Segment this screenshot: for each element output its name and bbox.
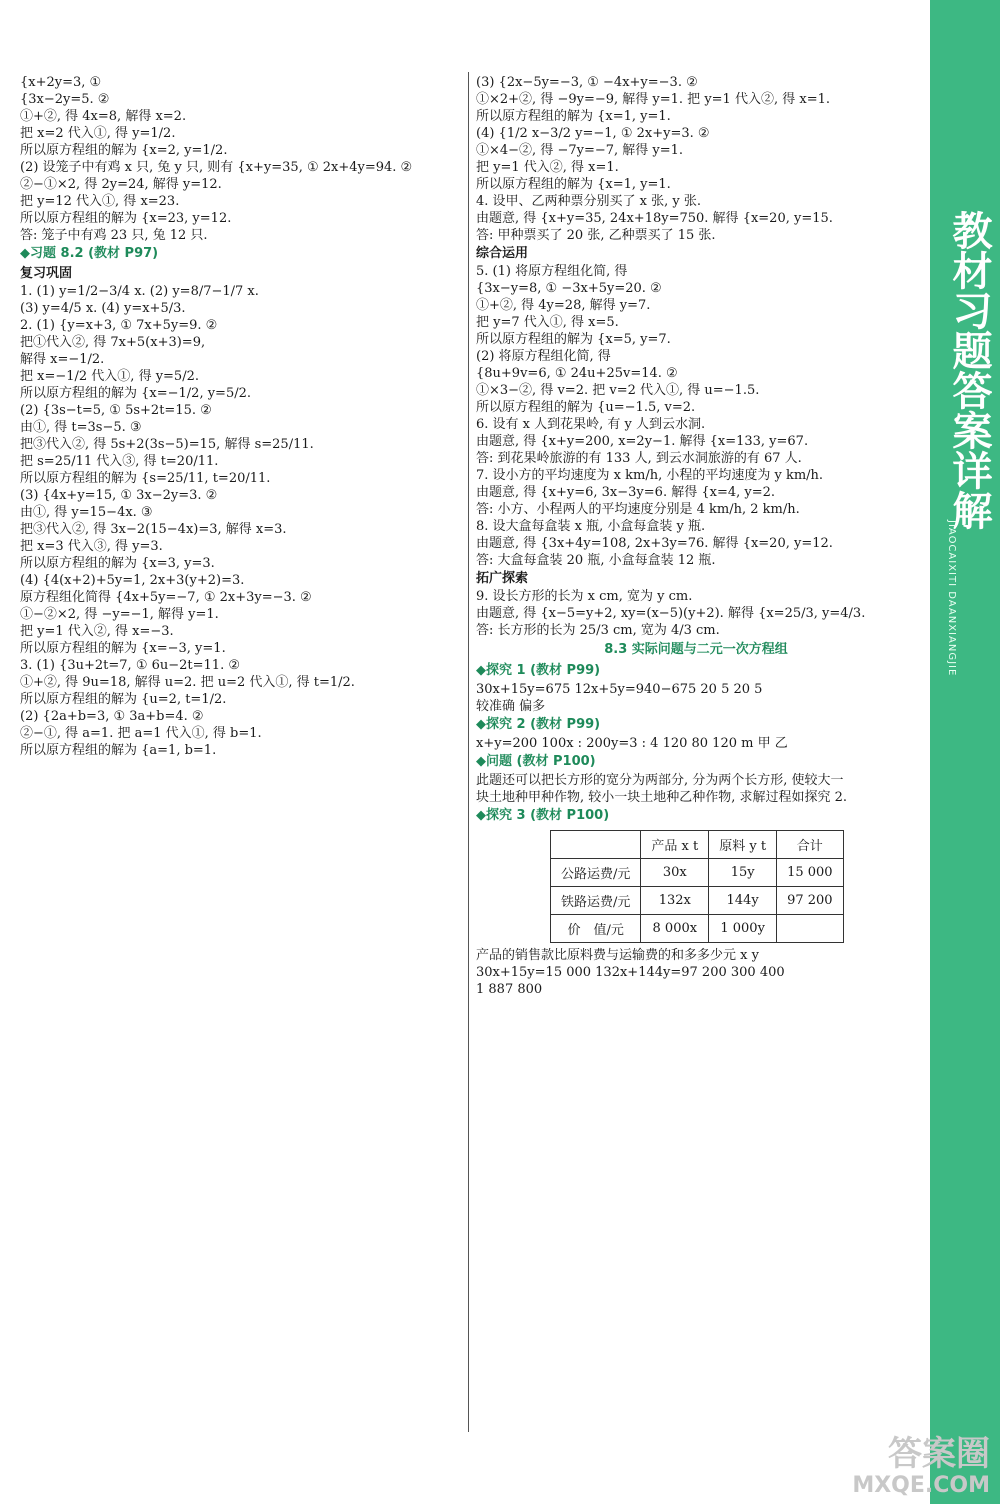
text-line: 所以原方程组的解为 {x=1, y=1.	[476, 109, 671, 124]
text-line: ◆探究 2 (教材 P99)	[476, 717, 601, 732]
table-cell: 30x	[641, 859, 709, 887]
text-line: 7. 设小方的平均速度为 x km/h, 小程的平均速度为 y km/h.	[476, 468, 824, 483]
text-line: 由题意, 得 {x−5=y+2, xy=(x−5)(y+2). 解得 {x=25/3, y=4/3.	[476, 606, 866, 621]
text-line: 复习巩固	[20, 266, 73, 281]
text-line: ①−②×2, 得 −y=−1, 解得 y=1.	[20, 607, 219, 622]
text-line: 解得 x=−1/2.	[20, 352, 105, 367]
text-line: ◆探究 1 (教材 P99)	[476, 663, 601, 678]
table-cell: 15y	[709, 859, 777, 887]
text-line: 5. (1) 将原方程组化简, 得	[476, 264, 628, 279]
text-line: 3. (1) {3u+2t=7, ① 6u−2t=11. ②	[20, 658, 240, 673]
text-line: 答: 小方、小程两人的平均速度分别是 4 km/h, 2 km/h.	[476, 502, 800, 517]
text-line: {8u+9v=6, ① 24u+25v=14. ②	[476, 366, 678, 381]
text-line: 把 x=2 代入①, 得 y=1/2.	[20, 126, 176, 141]
text-line: 答: 长方形的长为 25/3 cm, 宽为 4/3 cm.	[476, 623, 720, 638]
text-line: {3x−2y=5. ②	[20, 92, 110, 107]
text-line: 拓广探索	[476, 571, 529, 586]
text-line: 所以原方程组的解为 {x=−1/2, y=5/2.	[20, 386, 251, 401]
table-cell: 1 000y	[709, 915, 777, 943]
text-line: 30x+15y=15 000 132x+144y=97 200 300 400	[476, 965, 785, 980]
text-line: 所以原方程组的解为 {a=1, b=1.	[20, 743, 217, 758]
text-line: 把 y=1 代入②, 得 x=1.	[476, 160, 619, 175]
text-line: (2) {2a+b=3, ① 3a+b=4. ②	[20, 709, 204, 724]
text-line: (4) {4(x+2)+5y=1, 2x+3(y+2)=3.	[20, 573, 245, 588]
text-line: 所以原方程组的解为 {x=23, y=12.	[20, 211, 232, 226]
right-top-block	[476, 74, 916, 826]
sidebar-pinyin: JIAOCAIXITI DAANXIANGJIE	[946, 520, 957, 677]
text-line: 把 x=−1/2 代入①, 得 y=5/2.	[20, 369, 199, 384]
table-row	[551, 859, 844, 887]
text-line: 把 y=12 代入①, 得 x=23.	[20, 194, 180, 209]
text-line: 综合运用	[476, 246, 529, 261]
text-line: 答: 甲种票买了 20 张, 乙种票买了 15 张.	[476, 228, 716, 243]
text-line: ①×4−②, 得 −7y=−7, 解得 y=1.	[476, 143, 684, 158]
right-bottom-block	[476, 947, 916, 998]
right-column	[476, 74, 916, 998]
text-line: 4. 设甲、乙两种票分别买了 x 张, y 张.	[476, 194, 702, 209]
text-line: ◆探究 3 (教材 P100)	[476, 808, 610, 823]
sidebar-title: 教材习题答案详解	[946, 210, 992, 530]
text-line: ①+②, 得 4x=8, 解得 x=2.	[20, 109, 187, 124]
text-line: (2) 设笼子中有鸡 x 只, 兔 y 只, 则有 {x+y=35, ① 2x+4y=94. ②	[20, 160, 413, 175]
table-header-cell: 原料 y t	[709, 831, 777, 859]
cost-table	[550, 830, 844, 943]
text-line: ◆习题 8.2 (教材 P97)	[20, 246, 159, 261]
text-line: 所以原方程组的解为 {x=−3, y=1.	[20, 641, 226, 656]
text-line: ②−①, 得 a=1. 把 a=1 代入①, 得 b=1.	[20, 726, 262, 741]
text-line: (2) {3s−t=5, ① 5s+2t=15. ②	[20, 403, 212, 418]
text-line: 所以原方程组的解为 {u=−1.5, v=2.	[476, 400, 696, 415]
text-line: 由题意, 得 {x+y=200, x=2y−1. 解得 {x=133, y=67.	[476, 434, 809, 449]
chapter-sidebar	[930, 0, 1000, 1504]
text-line: 原方程组化简得 {4x+5y=−7, ① 2x+3y=−3. ②	[20, 590, 312, 605]
text-line: 答: 到花果岭旅游的有 133 人, 到云水洞旅游的有 67 人.	[476, 451, 802, 466]
text-line: {3x−y=8, ① −3x+5y=20. ②	[476, 281, 662, 296]
text-line: ①×2+②, 得 −9y=−9, 解得 y=1. 把 y=1 代入②, 得 x=1.	[476, 92, 830, 107]
text-line: 把 y=1 代入②, 得 x=−3.	[20, 624, 174, 639]
watermark	[852, 1434, 990, 1498]
text-line: ①+②, 得 9u=18, 解得 u=2. 把 u=2 代入①, 得 t=1/2.	[20, 675, 355, 690]
text-line: 2. (1) {y=x+3, ① 7x+5y=9. ②	[20, 318, 218, 333]
table-header-row	[551, 831, 844, 859]
left-column	[20, 74, 460, 759]
table-cell: 铁路运费/元	[551, 887, 641, 915]
watermark-url: MXQE.COM	[852, 1473, 990, 1498]
text-line: (3) y=4/5 x. (4) y=x+5/3.	[20, 301, 186, 316]
text-line: 答: 大盒每盒装 20 瓶, 小盒每盒装 12 瓶.	[476, 553, 716, 568]
text-line: {x+2y=3, ①	[20, 75, 102, 90]
text-line: 由①, 得 t=3s−5. ③	[20, 420, 142, 435]
text-line: 由题意, 得 {x+y=35, 24x+18y=750. 解得 {x=20, y=15.	[476, 211, 833, 226]
table-header-cell: 产品 x t	[641, 831, 709, 859]
table-row	[551, 887, 844, 915]
text-line: 答: 笼子中有鸡 23 只, 兔 12 只.	[20, 228, 208, 243]
text-line: 把 y=7 代入①, 得 x=5.	[476, 315, 619, 330]
table-row	[551, 915, 844, 943]
text-line: 所以原方程组的解为 {s=25/11, t=20/11.	[20, 471, 271, 486]
text-line: 8. 设大盒每盒装 x 瓶, 小盒每盒装 y 瓶.	[476, 519, 706, 534]
text-line: (3) {2x−5y=−3, ① −4x+y=−3. ②	[476, 75, 698, 90]
text-line: 由题意, 得 {3x+4y=108, 2x+3y=76. 解得 {x=20, y=12.	[476, 536, 833, 551]
watermark-text: 答案圈	[888, 1434, 990, 1474]
text-line: ①×3−②, 得 v=2. 把 v=2 代入①, 得 u=−1.5.	[476, 383, 760, 398]
text-line: 9. 设长方形的长为 x cm, 宽为 y cm.	[476, 589, 693, 604]
text-line: ①+②, 得 4y=28, 解得 y=7.	[476, 298, 651, 313]
text-line: 8.3 实际问题与二元一次方程组	[604, 642, 788, 657]
table-cell: 8 000x	[641, 915, 709, 943]
table-cell: 15 000	[777, 859, 844, 887]
text-line: (3) {4x+y=15, ① 3x−2y=3. ②	[20, 488, 218, 503]
table-cell: 公路运费/元	[551, 859, 641, 887]
text-line: 把 s=25/11 代入③, 得 t=20/11.	[20, 454, 219, 469]
text-line: 所以原方程组的解为 {x=3, y=3.	[20, 556, 215, 571]
text-line: 所以原方程组的解为 {u=2, t=1/2.	[20, 692, 227, 707]
text-line: 30x+15y=675 12x+5y=940−675 20 5 20 5	[476, 682, 763, 697]
text-line: x+y=200 100x : 200y=3 : 4 120 80 120 m 甲 乙	[476, 736, 788, 751]
text-line: 把③代入②, 得 3x−2(15−4x)=3, 解得 x=3.	[20, 522, 287, 537]
text-line: 所以原方程组的解为 {x=2, y=1/2.	[20, 143, 228, 158]
text-line: 把①代入②, 得 7x+5(x+3)=9,	[20, 335, 206, 350]
text-line: 1. (1) y=1/2−3/4 x. (2) y=8/7−1/7 x.	[20, 284, 259, 299]
text-line: 较准确 偏多	[476, 699, 546, 714]
text-line: 产品的销售款比原料费与运输费的和多多少元 x y	[476, 948, 759, 963]
table-cell: 144y	[709, 887, 777, 915]
table-cell: 132x	[641, 887, 709, 915]
text-line: 块土地种甲种作物, 较小一块土地种乙种作物, 求解过程如探究 2.	[476, 790, 848, 805]
text-line: 所以原方程组的解为 {x=5, y=7.	[476, 332, 671, 347]
text-line: 把③代入②, 得 5s+2(3s−5)=15, 解得 s=25/11.	[20, 437, 314, 452]
table-cell: 97 200	[777, 887, 844, 915]
table-cell: 价 值/元	[551, 915, 641, 943]
text-line: 1 887 800	[476, 982, 543, 997]
column-divider	[468, 72, 469, 1432]
text-line: 由①, 得 y=15−4x. ③	[20, 505, 153, 520]
text-line: (4) {1/2 x−3/2 y=−1, ① 2x+y=3. ②	[476, 126, 710, 141]
text-line: 此题还可以把长方形的宽分为两部分, 分为两个长方形, 使较大一	[476, 773, 844, 788]
text-line: ②−①×2, 得 2y=24, 解得 y=12.	[20, 177, 222, 192]
text-line: ◆问题 (教材 P100)	[476, 754, 596, 769]
text-line: 把 x=3 代入③, 得 y=3.	[20, 539, 163, 554]
text-line: 由题意, 得 {x+y=6, 3x−3y=6. 解得 {x=4, y=2.	[476, 485, 776, 500]
text-line: 所以原方程组的解为 {x=1, y=1.	[476, 177, 671, 192]
text-line: 6. 设有 x 人到花果岭, 有 y 人到云水洞.	[476, 417, 706, 432]
table-cell	[777, 915, 844, 943]
table-header-cell	[551, 831, 641, 859]
text-line: (2) 将原方程组化简, 得	[476, 349, 611, 364]
table-header-cell: 合计	[777, 831, 844, 859]
